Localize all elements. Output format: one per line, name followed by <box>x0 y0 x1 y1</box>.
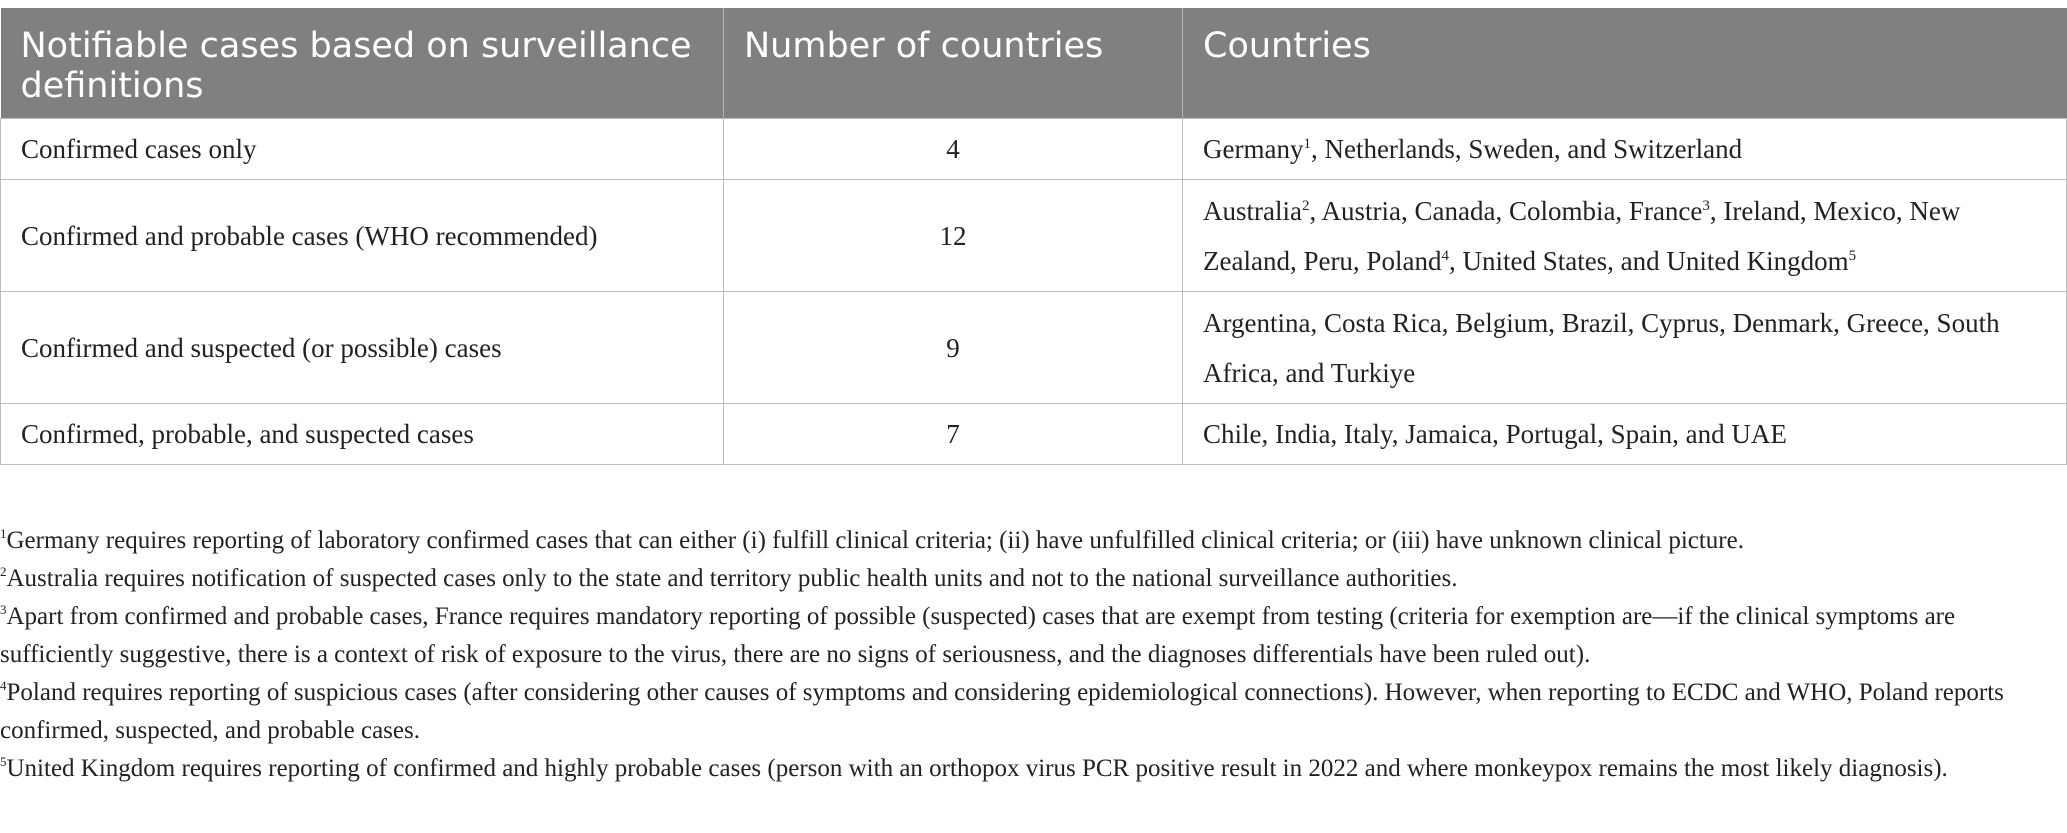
footnote-marker: 2 <box>1301 197 1310 214</box>
footnote-text: Australia requires notification of suspected cases only to the state and territory public health units and not to the national surveillance authorities. <box>6 565 1458 592</box>
footnote-text: United Kingdom requires reporting of confirmed and highly probable cases (person with an orthopox virus PCR positive result in 2022 and where monkeypox remains the most likely diagnosis). <box>6 755 1948 782</box>
footnote-text: Germany requires reporting of laboratory confirmed cases that can either (i) fulfill clinical criteria; (ii) have unfulfilled clinical criteria; or (iii) have unknown clinical picture. <box>6 527 1744 554</box>
countries-cell <box>1183 292 2067 404</box>
footnotes <box>0 522 2030 788</box>
countries-text: , Ireland, Mexico, New Zealand, Peru, Poland <box>1203 195 1961 276</box>
count-cell: 4 <box>724 119 1183 180</box>
footnote-marker: 5 <box>0 754 7 769</box>
footnote-text: Poland requires reporting of suspicious cases (after considering other causes of symptoms and considering epidemiological connections). However, when reporting to ECDC and WHO, Poland reports confirmed, suspected, and probable cases. <box>0 679 2004 744</box>
definition-cell: Confirmed and probable cases (WHO recommended) <box>1 180 724 292</box>
countries-cell <box>1183 180 2067 292</box>
count-cell: 12 <box>724 180 1183 292</box>
countries-cell <box>1183 119 2067 180</box>
footnote <box>0 522 2030 560</box>
table-row <box>1 404 2067 465</box>
countries-text: , Netherlands, Sweden, and Switzerland <box>1310 134 1743 164</box>
footnote <box>0 750 2030 788</box>
footnote <box>0 560 2030 598</box>
footnote-marker: 3 <box>0 602 7 617</box>
footnote-marker: 1 <box>0 526 7 541</box>
table-row <box>1 180 2067 292</box>
footnote-marker: 4 <box>1441 247 1449 264</box>
footnote-marker: 3 <box>1702 197 1710 214</box>
surveillance-table <box>0 8 2067 465</box>
definition-cell: Confirmed, probable, and suspected cases <box>1 404 724 465</box>
footnote <box>0 598 2030 674</box>
definition-cell: Confirmed cases only <box>1 119 724 180</box>
header-row <box>1 8 2067 119</box>
definition-cell: Confirmed and suspected (or possible) cases <box>1 292 724 404</box>
header-count: Number of countries <box>724 8 1183 119</box>
table-body <box>1 119 2067 465</box>
countries-text: Argentina, Costa Rica, Belgium, Brazil, Cyprus, Denmark, Greece, South Africa, and Turkiye <box>1203 307 2000 388</box>
count-cell: 9 <box>724 292 1183 404</box>
countries-text: Germany <box>1203 134 1304 164</box>
footnote-text: Apart from confirmed and probable cases, France requires mandatory reporting of possible (suspected) cases that are exempt from testing (criteria for exemption are—if the clinical symptoms are sufficiently suggestive, there is a context of risk of exposure to the virus, there are no signs of seriousness, and the diagnoses differentials have been ruled out). <box>0 603 1956 668</box>
header-definition: Notifiable cases based on surveillance definitions <box>1 8 724 119</box>
countries-text: , United States, and United Kingdom <box>1448 245 1849 276</box>
countries-cell <box>1183 404 2067 465</box>
footnote-marker: 4 <box>0 678 7 693</box>
footnote-marker: 2 <box>0 564 7 579</box>
countries-text: Australia <box>1203 195 1302 226</box>
countries-text: , Austria, Canada, Colombia, France <box>1309 195 1703 226</box>
footnote <box>0 674 2030 750</box>
countries-text: Chile, India, Italy, Jamaica, Portugal, Spain, and UAE <box>1203 419 1787 449</box>
count-cell: 7 <box>724 404 1183 465</box>
footnote-marker: 5 <box>1848 247 1857 264</box>
table-row <box>1 119 2067 180</box>
footnote-marker: 1 <box>1303 136 1311 152</box>
table-row <box>1 292 2067 404</box>
table-header <box>1 8 2067 119</box>
header-countries: Countries <box>1183 8 2067 119</box>
